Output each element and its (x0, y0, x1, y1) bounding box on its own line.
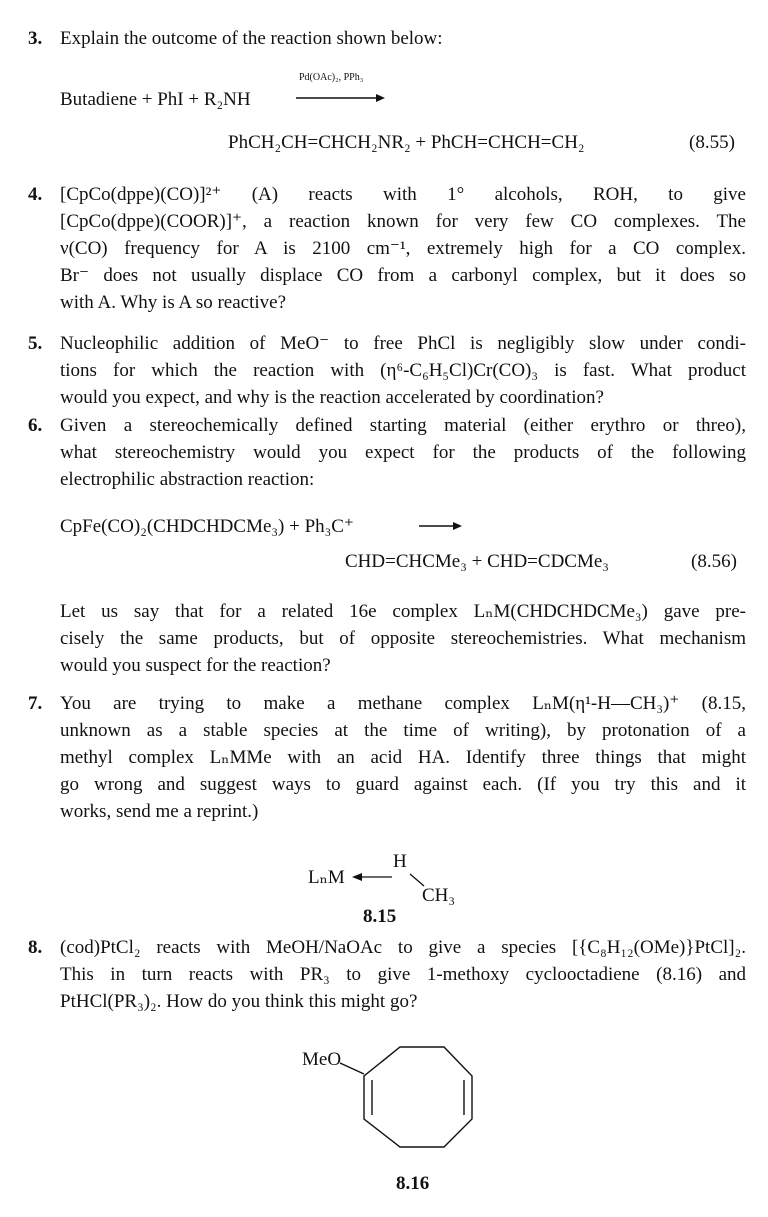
text-line: PtHCl(PR₃)₂. How do you think this might go? (60, 991, 418, 1012)
text-line: [CpCo(dppe)(CO)]²⁺ (A) reacts with 1° alcohols, ROH, to give (60, 184, 746, 205)
text-line: You are trying to make a methane complex LₙM(η¹-H—CH₃)⁺ (8.15, (60, 693, 746, 714)
text-line: what stereochemistry would you expect for the products of the following (60, 442, 746, 463)
text-line: unknown as a stable species at the time of writing), by protonation of a (60, 720, 746, 741)
structure-8-15-label: 8.15 (363, 906, 397, 927)
text-line: electrophilic abstraction reaction: (60, 469, 315, 490)
structure-8-15-metal: LₙM (308, 867, 345, 888)
text-line: ν(CO) frequency for A is 2100 cm⁻¹, extremely high for a CO complex. (60, 238, 746, 259)
question-3-number: 3. (28, 28, 43, 49)
structure-8-15-ch3: CH₃ (422, 885, 456, 906)
text-line: Given a stereochemically defined starting material (either erythro or threo), (60, 415, 746, 436)
text-line: works, send me a reprint.) (60, 801, 259, 822)
text-line: tions for which the reaction with (η⁶-C₆H₅Cl)Cr(CO)₃ is fast. What product (60, 360, 746, 381)
text-line: methyl complex LₙMMe with an acid HA. Identify three things that might (60, 747, 746, 768)
question-6-number: 6. (28, 415, 43, 436)
question-5-number: 5. (28, 333, 43, 354)
eq-8-56-products: CHD=CHCMe₃ + CHD=CDCMe₃ (345, 551, 609, 572)
structure-8-16-substituent: MeO (302, 1049, 342, 1070)
eq-8-56-number: (8.56) (691, 551, 737, 572)
question-8-number: 8. (28, 937, 43, 958)
text-line: Br⁻ does not usually displace CO from a carbonyl complex, but it does so (60, 265, 746, 286)
question-4-number: 4. (28, 184, 43, 205)
text-line: cisely the same products, but of opposite stereochemistries. What mechanism (60, 628, 746, 649)
question-3-text: Explain the outcome of the reaction shown below: (60, 28, 443, 49)
eq-8-55-reactants: Butadiene + PhI + R₂NH (60, 89, 251, 110)
text-line: would you expect, and why is the reaction accelerated by coordination? (60, 387, 604, 408)
eq-8-55-catalyst: Pd(OAc)₂, PPh₃ (299, 72, 364, 83)
eq-8-55-number: (8.55) (689, 132, 735, 153)
text-line: Nucleophilic addition of MeO⁻ to free PhCl is negligibly slow under condi- (60, 333, 746, 354)
eq-8-55-products: PhCH₂CH=CHCH₂NR₂ + PhCH=CHCH=CH₂ (228, 132, 585, 153)
eq-8-56-reactants: CpFe(CO)₂(CHDCHDCMe₃) + Ph₃C⁺ (60, 516, 354, 537)
text-line: with A. Why is A so reactive? (60, 292, 287, 313)
text-line: Let us say that for a related 16e complex LₙM(CHDCHDCMe₃) gave pre- (60, 601, 746, 622)
structure-8-16-label: 8.16 (396, 1173, 430, 1194)
text-line: [CpCo(dppe)(COOR)]⁺, a reaction known for very few CO complexes. The (60, 211, 746, 232)
text-line: go wrong and suggest ways to guard against each. (If you try this and it (60, 774, 746, 795)
text-line: (cod)PtCl₂ reacts with MeOH/NaOAc to give a species [{C₈H₁₂(OMe)}PtCl]₂. (60, 937, 746, 958)
structure-8-15-h: H (393, 851, 407, 872)
question-7-number: 7. (28, 693, 43, 714)
text-line: This in turn reacts with PR₃ to give 1-methoxy cyclooctadiene (8.16) and (60, 964, 746, 985)
text-line: would you suspect for the reaction? (60, 655, 331, 676)
